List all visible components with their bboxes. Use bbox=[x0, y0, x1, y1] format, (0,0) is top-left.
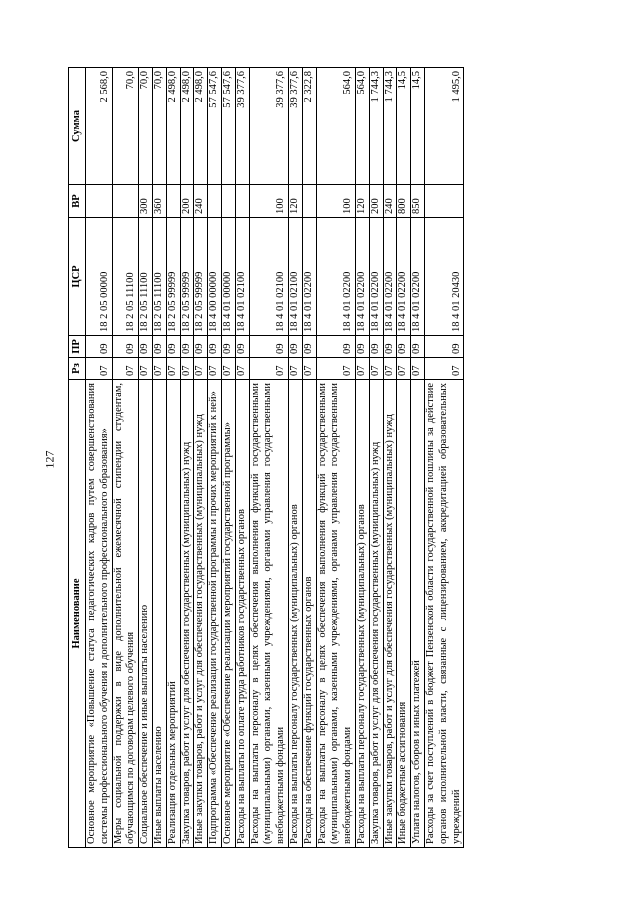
cell-rz: 07 bbox=[235, 358, 249, 380]
cell-pr: 09 bbox=[166, 336, 180, 358]
cell-name: Уплата налогов, сборов и иных платежей bbox=[411, 380, 425, 848]
cell-name: Расходы на обеспечение функций государственных органов bbox=[302, 380, 316, 848]
cell-vr: 120 bbox=[355, 185, 369, 218]
cell-name: Основное мероприятие «Обеспечение реализации мероприятий государственной программы» bbox=[221, 380, 235, 848]
cell-sum: 564,0 bbox=[316, 68, 355, 185]
cell-name: Расходы на выплаты персоналу в целях обеспечения выполнения функций государственными (муниципальными) органами, казенными учреждениями, органами управления государственными внебюджетными фондами bbox=[316, 380, 355, 848]
budget-table bbox=[68, 67, 464, 848]
page-number: 127 bbox=[42, 450, 57, 469]
table-row bbox=[397, 68, 411, 848]
cell-rz: 07 bbox=[397, 358, 411, 380]
table-row bbox=[355, 68, 369, 848]
cell-csr: 18 4 00 00000 bbox=[208, 218, 222, 336]
cell-rz: 07 bbox=[208, 358, 222, 380]
header-rz: Рз bbox=[69, 358, 86, 380]
cell-pr: 09 bbox=[180, 336, 194, 358]
header-vr: ВР bbox=[69, 185, 86, 218]
cell-csr: 18 4 01 02200 bbox=[316, 218, 355, 336]
cell-csr: 18 2 05 11100 bbox=[152, 218, 166, 336]
cell-pr: 09 bbox=[249, 336, 288, 358]
header-pr: ПР bbox=[69, 336, 86, 358]
cell-sum: 39 377,6 bbox=[249, 68, 288, 185]
header-sum: Сумма bbox=[69, 68, 86, 185]
cell-pr: 09 bbox=[235, 336, 249, 358]
cell-sum: 564,0 bbox=[355, 68, 369, 185]
cell-sum: 2 568,0 bbox=[86, 68, 113, 185]
cell-vr: 360 bbox=[152, 185, 166, 218]
cell-sum: 39 377,6 bbox=[288, 68, 302, 185]
cell-sum: 1 495,0 bbox=[424, 68, 463, 185]
header-name: Наименование bbox=[69, 380, 86, 848]
cell-name: Закупка товаров, работ и услуг для обеспечения государственных (муниципальных) нужд bbox=[180, 380, 194, 848]
cell-csr: 18 2 05 99999 bbox=[166, 218, 180, 336]
cell-sum: 1 744,3 bbox=[383, 68, 397, 185]
cell-name: Социальное обеспечение и иные выплаты населению bbox=[139, 380, 153, 848]
cell-vr bbox=[86, 185, 113, 218]
cell-pr: 09 bbox=[302, 336, 316, 358]
cell-vr bbox=[208, 185, 222, 218]
cell-pr: 09 bbox=[316, 336, 355, 358]
cell-csr: 18 2 05 99999 bbox=[194, 218, 208, 336]
cell-sum: 14,5 bbox=[397, 68, 411, 185]
rotated-page bbox=[68, 68, 602, 848]
cell-vr: 300 bbox=[139, 185, 153, 218]
cell-sum: 70,0 bbox=[112, 68, 139, 185]
cell-name: Иные выплаты населению bbox=[152, 380, 166, 848]
cell-sum: 14,5 bbox=[411, 68, 425, 185]
cell-name: Расходы за счет поступлений в бюджет Пензенской области государственной пошлины за действие органов исполнительной власти, связанные с лицензированием, аккредитацией образовательных учреждений bbox=[424, 380, 463, 848]
cell-pr: 09 bbox=[383, 336, 397, 358]
cell-pr: 09 bbox=[152, 336, 166, 358]
cell-vr: 200 bbox=[180, 185, 194, 218]
cell-vr bbox=[112, 185, 139, 218]
table-row bbox=[208, 68, 222, 848]
cell-rz: 07 bbox=[302, 358, 316, 380]
table-row bbox=[152, 68, 166, 848]
cell-vr: 240 bbox=[383, 185, 397, 218]
cell-name: Расходы на выплаты персоналу государственных (муниципальных) органов bbox=[355, 380, 369, 848]
cell-name: Иные закупки товаров, работ и услуг для обеспечения государственных (муниципальных) нужд bbox=[383, 380, 397, 848]
cell-vr bbox=[221, 185, 235, 218]
cell-pr: 09 bbox=[288, 336, 302, 358]
cell-csr: 18 4 01 02200 bbox=[397, 218, 411, 336]
cell-pr: 09 bbox=[112, 336, 139, 358]
cell-pr: 09 bbox=[208, 336, 222, 358]
table-row bbox=[194, 68, 208, 848]
cell-name: Меры социальной поддержки в виде дополнительной ежемесячной стипендии студентам, обучающимся по договорам целевого обучения bbox=[112, 380, 139, 848]
cell-rz: 07 bbox=[288, 358, 302, 380]
cell-rz: 07 bbox=[411, 358, 425, 380]
cell-name: Основное мероприятие «Повышение статуса педагогических кадров путем совершенствования системы профессионального обучения и дополнительного профессионального образования» bbox=[86, 380, 113, 848]
cell-csr: 18 2 05 00000 bbox=[86, 218, 113, 336]
table-row bbox=[112, 68, 139, 848]
cell-vr: 240 bbox=[194, 185, 208, 218]
cell-pr: 09 bbox=[139, 336, 153, 358]
cell-rz: 07 bbox=[112, 358, 139, 380]
cell-name: Иные бюджетные ассигнования bbox=[397, 380, 411, 848]
cell-rz: 07 bbox=[221, 358, 235, 380]
header-csr: ЦСР bbox=[69, 218, 86, 336]
cell-vr: 200 bbox=[369, 185, 383, 218]
cell-pr: 09 bbox=[424, 336, 463, 358]
cell-csr: 18 4 01 02200 bbox=[355, 218, 369, 336]
cell-rz: 07 bbox=[355, 358, 369, 380]
cell-sum: 57 547,6 bbox=[221, 68, 235, 185]
cell-csr: 18 4 01 20430 bbox=[424, 218, 463, 336]
cell-rz: 07 bbox=[152, 358, 166, 380]
cell-csr: 18 4 01 00000 bbox=[221, 218, 235, 336]
cell-rz: 07 bbox=[180, 358, 194, 380]
cell-sum: 2 322,8 bbox=[302, 68, 316, 185]
cell-pr: 09 bbox=[397, 336, 411, 358]
cell-sum: 1 744,3 bbox=[369, 68, 383, 185]
table-row bbox=[369, 68, 383, 848]
cell-sum: 70,0 bbox=[139, 68, 153, 185]
cell-vr bbox=[424, 185, 463, 218]
cell-csr: 18 2 05 11100 bbox=[139, 218, 153, 336]
cell-pr: 09 bbox=[355, 336, 369, 358]
cell-pr: 09 bbox=[86, 336, 113, 358]
table-row bbox=[411, 68, 425, 848]
cell-sum: 2 498,0 bbox=[166, 68, 180, 185]
cell-sum: 2 498,0 bbox=[180, 68, 194, 185]
cell-csr: 18 4 01 02200 bbox=[302, 218, 316, 336]
table-row bbox=[180, 68, 194, 848]
cell-pr: 09 bbox=[411, 336, 425, 358]
cell-vr: 100 bbox=[249, 185, 288, 218]
cell-sum: 2 498,0 bbox=[194, 68, 208, 185]
table-row bbox=[316, 68, 355, 848]
cell-rz: 07 bbox=[249, 358, 288, 380]
table-row bbox=[383, 68, 397, 848]
table-row bbox=[288, 68, 302, 848]
table-header-row bbox=[69, 68, 86, 848]
cell-sum: 39 377,6 bbox=[235, 68, 249, 185]
cell-csr: 18 4 01 02100 bbox=[288, 218, 302, 336]
cell-csr: 18 4 01 02100 bbox=[235, 218, 249, 336]
cell-vr: 100 bbox=[316, 185, 355, 218]
cell-vr: 800 bbox=[397, 185, 411, 218]
cell-vr: 120 bbox=[288, 185, 302, 218]
cell-rz: 07 bbox=[86, 358, 113, 380]
cell-name: Расходы на выплаты по оплате труда работников государственных органов bbox=[235, 380, 249, 848]
cell-name: Закупка товаров, работ и услуг для обеспечения государственных (муниципальных) нужд bbox=[369, 380, 383, 848]
cell-rz: 07 bbox=[383, 358, 397, 380]
cell-sum: 57 547,6 bbox=[208, 68, 222, 185]
table-row bbox=[424, 68, 463, 848]
table-row bbox=[86, 68, 113, 848]
cell-rz: 07 bbox=[316, 358, 355, 380]
cell-csr: 18 4 01 02100 bbox=[249, 218, 288, 336]
cell-csr: 18 4 01 02200 bbox=[369, 218, 383, 336]
cell-csr: 18 2 05 11100 bbox=[112, 218, 139, 336]
table-row bbox=[302, 68, 316, 848]
cell-rz: 07 bbox=[166, 358, 180, 380]
cell-sum: 70,0 bbox=[152, 68, 166, 185]
table-row bbox=[166, 68, 180, 848]
table-row bbox=[221, 68, 235, 848]
cell-csr: 18 4 01 02200 bbox=[411, 218, 425, 336]
cell-rz: 07 bbox=[424, 358, 463, 380]
cell-name: Подпрограмма «Обеспечение реализации государственной программы и прочих мероприятий к ней» bbox=[208, 380, 222, 848]
cell-rz: 07 bbox=[194, 358, 208, 380]
cell-vr bbox=[235, 185, 249, 218]
cell-vr: 850 bbox=[411, 185, 425, 218]
cell-pr: 09 bbox=[369, 336, 383, 358]
cell-name: Реализация отдельных мероприятий bbox=[166, 380, 180, 848]
cell-pr: 09 bbox=[221, 336, 235, 358]
cell-csr: 18 4 01 02200 bbox=[383, 218, 397, 336]
cell-vr bbox=[166, 185, 180, 218]
cell-name: Расходы на выплаты персоналу в целях обеспечения выполнения функций государственными (муниципальными) органами, казенными учреждениями, органами управления государственными внебюджетными фондами bbox=[249, 380, 288, 848]
cell-csr: 18 2 05 99999 bbox=[180, 218, 194, 336]
cell-name: Расходы на выплаты персоналу государственных (муниципальных) органов bbox=[288, 380, 302, 848]
cell-rz: 07 bbox=[369, 358, 383, 380]
cell-pr: 09 bbox=[194, 336, 208, 358]
cell-name: Иные закупки товаров, работ и услуг для обеспечения государственных (муниципальных) нужд bbox=[194, 380, 208, 848]
table-row bbox=[139, 68, 153, 848]
table-row bbox=[235, 68, 249, 848]
cell-vr bbox=[302, 185, 316, 218]
table-row bbox=[249, 68, 288, 848]
cell-rz: 07 bbox=[139, 358, 153, 380]
